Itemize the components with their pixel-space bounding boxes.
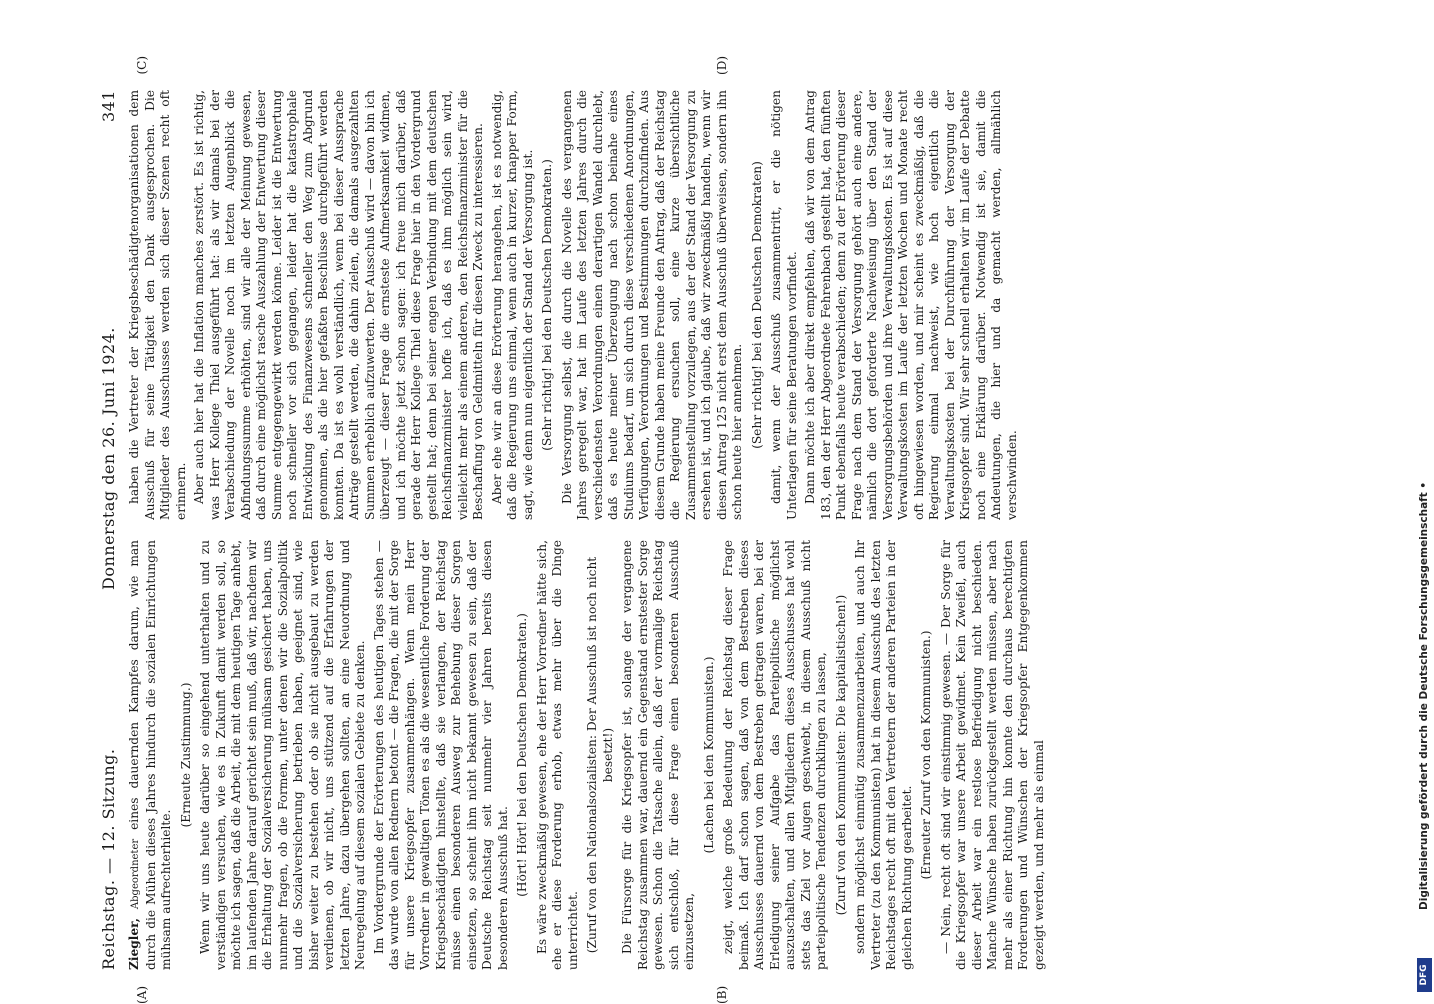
paragraph: Aber auch hier hat die Inflation manches zerstört. Es ist richtig, was Herr Kollege Thiel ausgeführt hat: als wir damals bei der Verabschiedung der Novelle noch im letzten Augenblick die Abfindungssumme erhöhten, sind wir alle der Meinung gewesen, daß durch eine möglichst rasche Auszahlung der Entwertung dieser Summe entgegengewirkt werden könne. Leider ist die Entwertung noch schneller vor sich gegangen, leider hat die katastrophale Entwicklung des Finanzwesens schneller den Weg zum Abgrund genommen, als die hier gefaßten Beschlüsse durchgeführt werden konnten. Da ist es wohl verständlich, wenn bei dieser Aussprache Anträge gestellt werden, die dahin zielen, die damals ausgezahlten Summen erheblich aufzuwerten. Der Ausschuß wird — davon bin ich überzeugt — dieser Frage die ernsteste Aufmerksamkeit widmen, und ich möchte jetzt schon sagen: ich freue mich darüber, daß gerade der Herr Kollege Thiel diese Frage hier in den Vordergrund gestellt hat; denn bei seiner engen Verbindung mit dem deutschen Reichsfinanzminister hoffe ich, daß es ihm möglich sein wird, vielleicht mehr als einem anderen, den Reichsfinanzminister für die Beschaffung von Geldmitteln für diesen Zweck zu interessieren. <box>192 90 485 520</box>
paragraph: Wenn wir uns heute darüber so eingehend unterhalten und zu verständigen versuchen, wie es in Zukunft damit werden soll, so möchte ich sagen, daß die Arbeit, die mit dem heutigen Tage anhebt, im laufenden Jahre darauf gerichtet sein muß, daß wir, nachdem wir die Erhaltung der Sozialversicherung mühsam gesichert haben, uns nunmehr fragen, ob die Formen, unter denen wir die Sozialpolitik und die Sozialversicherung betrieben haben, geeignet sind, wie bisher weiter zu bestehen oder ob sie nicht ausgebaut zu werden verdienen, ob wir nicht, uns stützend auf die Erfahrungen der letzten Jahre, dazu übergehen sollten, an eine Neuordnung und Neuregelung auf diesem sozialen Gebiete zu denken. <box>198 540 367 970</box>
paragraph: Aber ehe wir an diese Erörterung herangehen, ist es notwendig, daß die Regierung uns einmal, wenn auch in kurzer, knapper Form, sagt, wie denn nun eigentlich der Stand der Versorgung ist. <box>489 90 535 520</box>
stage-direction: (Hört! Hört! bei den Deutschen Demokraten.) <box>515 613 529 897</box>
stage-direction: (Sehr richtig! bei den Deutschen Demokraten.) <box>540 159 554 451</box>
dfg-credit <box>1416 10 1434 1000</box>
paragraph: — Nein, recht oft sind wir einstimmig gewesen. — Der Sorge für die Kriegsopfer war unsere Arbeit gewidmet. Kein Zweifel, auch dieser Arbeit war ein restlose Befriedigung nicht beschieden. Manche Wünsche haben zurückgestellt werden müssen, aber nach mehr als einer Richtung hin konnte den durchaus berechtigten Forderungen und Wünschen der Kriegsopfer Entgegenkommen gezeigt werden, und mehr als einmal <box>938 540 1046 970</box>
dfg-logo: DFG <box>1417 958 1432 992</box>
credit-text: Digitalisierung gefördert durch die Deutsche Forschungsgemeinschaft • <box>1418 481 1430 910</box>
running-head <box>95 90 125 970</box>
header-left: Reichstag. — 12. Sitzung. <box>99 748 118 970</box>
paragraph: Im Vordergrunde der Erörterungen des heutigen Tages stehen — das wurde von allen Rednern betont — die Fragen, die mit der Sorge für unsere Kriegsopfer zusammenhängen. Wenn mein Herr Vorredner in gewaltigen Tönen es als die wesentliche Forderung der Kriegsbeschädigten hinstellte, daß sie verlangen, der Reichstag müsse einen besonderen Ausweg zur Behebung dieser Sorgen einsetzen, so scheint ihm nicht bekannt gewesen zu sein, daß der Deutsche Reichstag seit nunmehr vier Jahren bereits diesen besonderen Ausschuß hat. <box>371 540 510 970</box>
stage-direction: (Zuruf von den Nationalsozialisten: Der Ausschuß ist noch nicht besetzt!) <box>585 556 615 954</box>
page-number: 341 <box>99 90 118 123</box>
paragraph-text: eines dauernden Kampfes darum, wie man durch die Mühen dieses Jahres hindurch die sozialen Einrichtungen mühsam aufrechterhielte. <box>127 540 173 970</box>
stage-direction: (Erneute Zustimmung.) <box>178 682 193 828</box>
margin-mark-d: (D) <box>715 56 729 75</box>
speaker-name: Ziegler, <box>127 918 141 970</box>
header-center: Donnerstag den 26. Juni 1924. <box>99 327 118 590</box>
stage-direction: (Zuruf von den Kommunisten: Die kapitalistischen!) <box>833 594 848 916</box>
text-column-left <box>127 540 1317 970</box>
paragraph: Die Fürsorge für die Kriegsopfer ist, solange der vergangene Reichstag zusammen war, dauernd ein Gegenstand ernstester Sorge gewesen. Schon die Tatsache allein, daß der vormalige Reichstag sich entschloß, für diese Frage einen besonderen Ausschuß einzusetzen, <box>620 540 696 970</box>
paragraph: haben die Vertreter der Kriegsbeschädigtenorganisationen dem Ausschuß für seine Tätigkeit den Dank ausgesprochen. Die Mitglieder des Ausschusses werden sich dieser Szenen recht oft erinnern. <box>127 90 188 520</box>
rotated-page <box>95 56 1315 1004</box>
paragraph: damit, wenn der Ausschuß zusammentritt, er die nötigen Unterlagen für seine Beratungen vorfindet. <box>769 90 799 520</box>
stage-direction: (Sehr richtig! bei den Deutschen Demokraten) <box>749 161 764 449</box>
paragraph: sondern möglichst einmütig zusammenzuarbeiten, und auch Ihr Vertreter (zu den Kommunisten) hat in diesem Ausschuß des letzten Reichstages recht oft mit den Vertretern der anderen Parteien in der gleichen Richtung gearbeitet. <box>853 540 914 970</box>
paragraph: Es wäre zweckmäßig gewesen, ehe der Herr Vorredner hätte sich, ehe er diese Forderung erhob, etwas mehr über die Dinge unterrichtet. <box>534 540 580 970</box>
text-column-right <box>127 90 1317 520</box>
speaker-role: Abgeordneter <box>130 838 141 910</box>
margin-mark-c: (C) <box>135 56 149 75</box>
paragraph: zeigt, welche große Bedeutung der Reichstag dieser Frage beimaß. Ich darf schon sagen, daß von dem Bestreben dieses Ausschusses dauernd von dem Bestreben getragen waren, bei der Erledigung seiner Aufgabe das Parteipolitische möglichst auszuschalten, und allen Mitgliedern dieses Ausschusses hat wohl stets das Ziel vor Augen geschwebt, in diesem Ausschuß nicht parteipolitische Tendenzen durchklingen zu lassen, <box>721 540 828 970</box>
paragraph: Dann möchte ich aber direkt empfehlen, daß wir von dem Antrag 183, den der Herr Abgeordnete Fehrenbach gestellt hat, den fünften Punkt ebenfalls heute verabschieden; denn zu der Erörterung dieser Frage nach dem Stand der Versorgung gehört auch eine andere, nämlich die dort geforderte Nachweisung über den Stand der Versorgungsbehörden und ihre Verwaltungskosten. Es ist auf diese Verwaltungskosten im Laufe der letzten Wochen und Monate recht oft hingewiesen worden, und mir scheint es zweckmäßig, daß die Regierung einmal nachweist, wie hoch eigentlich die Verwaltungskosten bei der Durchführung der Versorgung der Kriegsopfer sind. Wir sehr schnell erhalten wir im Laufe der Debatte noch eine Erklärung darüber. Notwendig ist sie, damit die Andeutungen, die hier und da gemacht werden, allmählich verschwinden. <box>803 90 1019 520</box>
paragraph: Die Versorgung selbst, die durch die Novelle des vergangenen Jahres geregelt war, hat im Laufe des letzten Jahres durch die verschiedensten Verordnungen einen derartigen Wandel durchlebt, daß es heute meiner Überzeugung nach schon beinahe eines Studiums bedarf, um sich durch diese verschiedenen Anordnungen, Verfügungen, Verordnungen und Bestimmungen durchzufinden. Aus diesem Grunde haben meine Freunde den Antrag, daß der Reichstag die Regierung ersuchen soll, eine kurze übersichtliche Zusammenstellung vorzulegen, aus der der Stand der Versorgung zu ersehen ist, und ich glaube, daß wir zweckmäßig handeln, wenn wir diesen Antrag 125 nicht erst dem Ausschuß überweisen, sondern ihn schon heute hier annehmen. <box>559 90 744 520</box>
margin-mark-b: (B) <box>715 985 729 1004</box>
stage-direction: (Erneuter Zuruf von den Kommunisten.) <box>919 630 933 880</box>
margin-mark-a: (A) <box>135 985 149 1004</box>
stage-direction: (Lachen bei den Kommunisten.) <box>701 656 716 854</box>
speaker-paragraph <box>127 540 175 970</box>
